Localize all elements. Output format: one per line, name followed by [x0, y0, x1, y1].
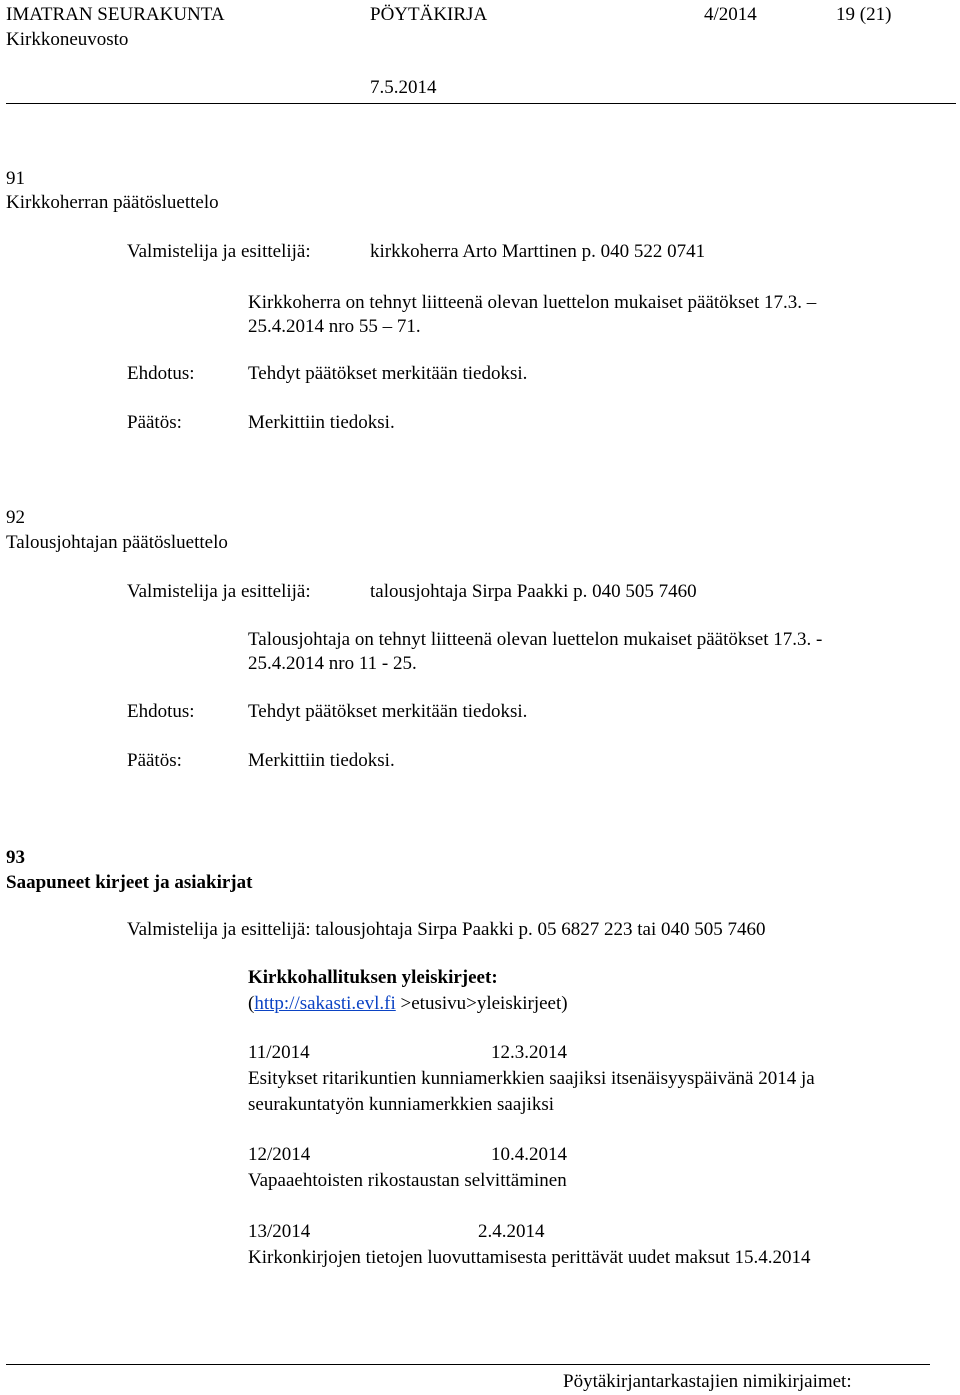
body-text-line: 25.4.2014 nro 55 – 71. [248, 316, 421, 337]
body-text-line: 25.4.2014 nro 11 - 25. [248, 653, 417, 674]
organization-name: IMATRAN SEURAKUNTA [6, 4, 225, 25]
section-number: 93 [6, 847, 25, 868]
header-divider [6, 103, 956, 104]
page-number: 19 (21) [836, 4, 892, 25]
preparer-value: kirkkoherra Arto Marttinen p. 040 522 0741 [370, 241, 706, 262]
footer-divider [6, 1364, 930, 1365]
letters-source [248, 991, 568, 1017]
letter-title: Esitykset ritarikuntien kunniamerkkien saajiksi itsenäisyyspäivänä 2014 ja [248, 1068, 815, 1089]
body-text-line: Talousjohtaja on tehnyt liitteenä olevan luettelon mukaiset päätökset 17.3. - [248, 629, 823, 650]
section-number: 92 [6, 507, 25, 528]
preparer-label: Valmistelija ja esittelijä: [127, 581, 311, 602]
decision-text: Merkittiin tiedoksi. [248, 412, 395, 433]
governing-body: Kirkkoneuvosto [6, 29, 129, 50]
letters-heading: Kirkkohallituksen yleiskirjeet: [248, 967, 498, 988]
issue-number: 4/2014 [704, 4, 757, 25]
preparer-label: Valmistelija ja esittelijä: [127, 241, 311, 262]
proposal-label: Ehdotus: [127, 701, 195, 722]
meeting-date: 7.5.2014 [370, 77, 437, 98]
section-number: 91 [6, 168, 25, 189]
proposal-text: Tehdyt päätökset merkitään tiedoksi. [248, 363, 528, 384]
letter-title: Kirkonkirjojen tietojen luovuttamisesta perittävät uudet maksut 15.4.2014 [248, 1247, 811, 1268]
letter-date: 12.3.2014 [491, 1042, 567, 1063]
sakasti-link[interactable]: http://sakasti.evl.fi [254, 993, 396, 1014]
preparer-line: Valmistelija ja esittelijä: talousjohtaja Sirpa Paakki p. 05 6827 223 tai 040 505 7460 [127, 919, 766, 940]
letter-id: 12/2014 [248, 1144, 311, 1165]
proposal-label: Ehdotus: [127, 363, 195, 384]
section-title: Kirkkoherran päätösluettelo [6, 192, 219, 213]
letter-date: 2.4.2014 [478, 1221, 545, 1242]
link-path: >etusivu>yleiskirjeet) [395, 993, 568, 1014]
letter-title-cont: seurakuntatyön kunniamerkkien saajiksi [248, 1094, 555, 1115]
letter-title: Vapaaehtoisten rikostaustan selvittäminen [248, 1170, 567, 1191]
signatures-label: Pöytäkirjantarkastajien nimikirjaimet: [563, 1371, 852, 1392]
body-text-line: Kirkkoherra on tehnyt liitteenä olevan luettelon mukaiset päätökset 17.3. – [248, 292, 817, 313]
document-type: PÖYTÄKIRJA [370, 4, 488, 25]
paren-open: ( [248, 993, 255, 1014]
decision-label: Päätös: [127, 750, 182, 771]
letter-date: 10.4.2014 [491, 1144, 567, 1165]
decision-label: Päätös: [127, 412, 182, 433]
proposal-text: Tehdyt päätökset merkitään tiedoksi. [248, 701, 528, 722]
letter-id: 11/2014 [248, 1042, 310, 1063]
letter-id: 13/2014 [248, 1221, 311, 1242]
decision-text: Merkittiin tiedoksi. [248, 750, 395, 771]
section-title: Talousjohtajan päätösluettelo [6, 532, 228, 553]
preparer-value: talousjohtaja Sirpa Paakki p. 040 505 7460 [370, 581, 697, 602]
section-title: Saapuneet kirjeet ja asiakirjat [6, 872, 253, 893]
